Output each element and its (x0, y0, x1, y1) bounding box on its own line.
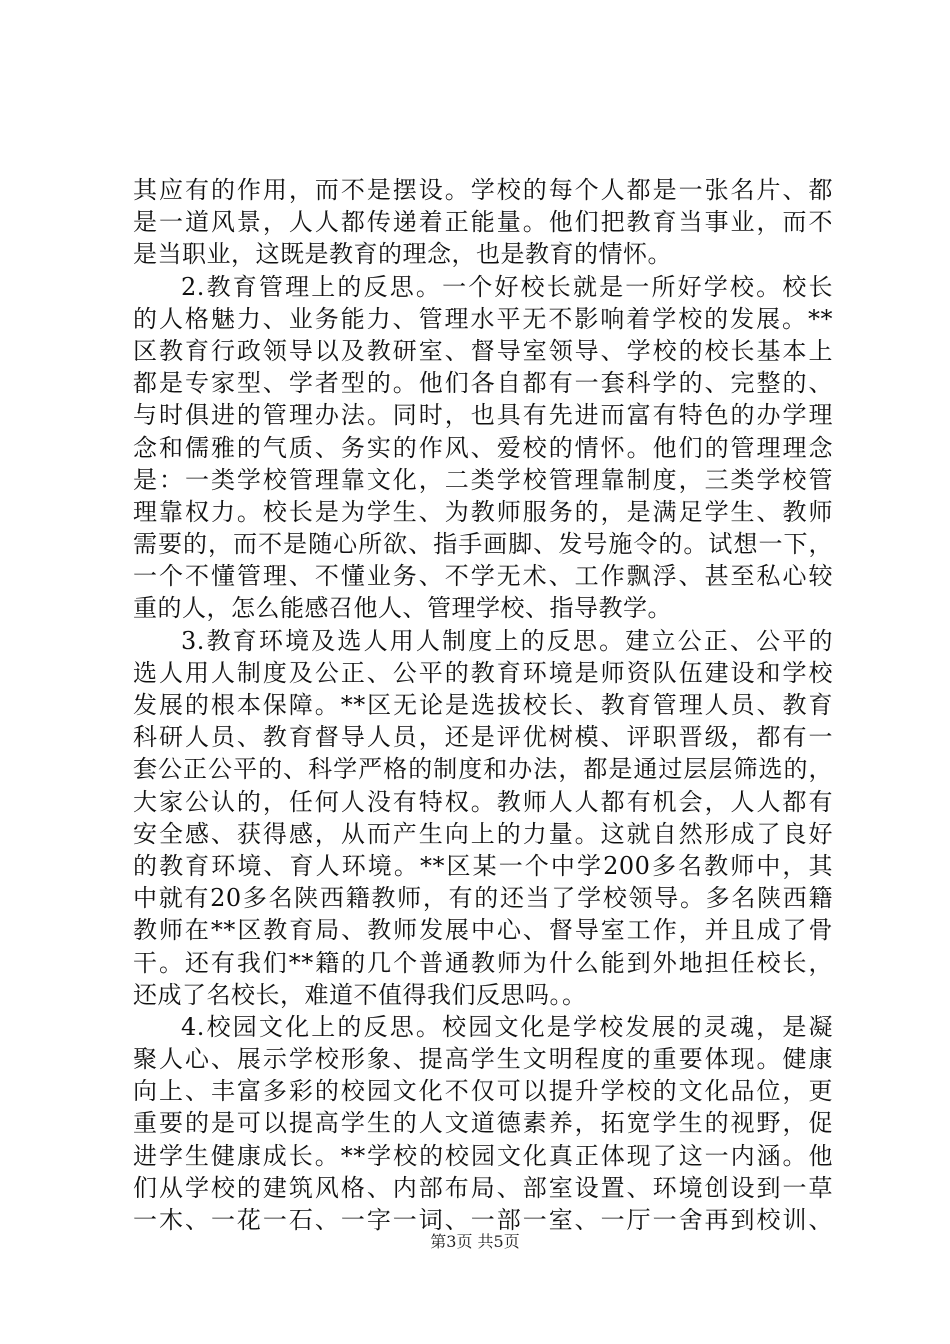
text-line: 科研人员、教育督导人员，还是评优树模、评职晋级，都有一 (133, 723, 833, 752)
text-line: 大家公认的，任何人没有特权。教师人人都有机会，人人都有 (133, 787, 833, 816)
text-line: 向上、丰富多彩的校园文化不仅可以提升学校的文化品位，更 (133, 1077, 833, 1106)
document-body (133, 174, 833, 1236)
text-line: 干。还有我们**籍的几个普通教师为什么能到外地担任校长， (133, 948, 833, 977)
text-line: 进学生健康成长。**学校的校园文化真正体现了这一内涵。他 (133, 1141, 833, 1170)
text-line: 聚人心、展示学校形象、提高学生文明程度的重要体现。健康 (133, 1045, 833, 1074)
text-line: 念和儒雅的气质、务实的作风、爱校的情怀。他们的管理理念 (133, 433, 833, 462)
paragraph-first-line: 3.教育环境及选人用人制度上的反思。建立公正、公平的 (181, 626, 833, 655)
text-line: 安全感、获得感，从而产生向上的力量。这就自然形成了良好 (133, 819, 833, 848)
text-line: 教师在**区教育局、教师发展中心、督导室工作，并且成了骨 (133, 916, 833, 945)
paragraph-first-line: 2.教育管理上的反思。一个好校长就是一所好学校。校长 (181, 272, 833, 301)
text-line: 的人格魅力、业务能力、管理水平无不影响着学校的发展。** (133, 304, 833, 333)
text-line: 选人用人制度及公正、公平的教育环境是师资队伍建设和学校 (133, 658, 833, 687)
text-line: 都是专家型、学者型的。他们各自都有一套科学的、完整的、 (133, 369, 833, 398)
text-line: 发展的根本保障。**区无论是选拔校长、教育管理人员、教育 (133, 691, 833, 719)
text-line: 是当职业，这既是教育的理念，也是教育的情怀。 (133, 240, 672, 269)
text-line: 一木、一花一石、一字一词、一部一室、一厅一舍再到校训、 (133, 1206, 833, 1234)
text-line: 是：一类学校管理靠文化，二类学校管理靠制度，三类学校管 (133, 465, 833, 494)
text-line: 套公正公平的、科学严格的制度和办法，都是通过层层筛选的， (133, 755, 833, 784)
text-line: 中就有20多名陕西籍教师，有的还当了学校领导。多名陕西籍 (133, 884, 833, 913)
text-line: 是一道风景，人人都传递着正能量。他们把教育当事业，而不 (133, 208, 833, 237)
text-line: 的教育环境、育人环境。**区某一个中学200多名教师中，其 (133, 851, 833, 880)
text-line: 需要的，而不是随心所欲、指手画脚、发号施令的。试想一下， (133, 530, 833, 559)
text-line: 理靠权力。校长是为学生、为教师服务的，是满足学生、教师 (133, 497, 833, 526)
text-line: 们从学校的建筑风格、内部布局、部室设置、环境创设到一草 (133, 1173, 833, 1202)
text-line: 区教育行政领导以及教研室、督导室领导、学校的校长基本上 (133, 336, 833, 365)
text-line: 重的人，怎么能感召他人、管理学校、指导教学。 (133, 594, 672, 623)
page-footer: 第3页 共5页 (430, 1232, 520, 1251)
text-line: 一个不懂管理、不懂业务、不学无术、工作飘浮、甚至私心较 (133, 562, 833, 591)
text-line: 重要的是可以提高学生的人文道德素养，拓宽学生的视野，促 (133, 1109, 833, 1138)
text-line: 与时俱进的管理办法。同时，也具有先进而富有特色的办学理 (133, 401, 833, 430)
text-line: 其应有的作用，而不是摆设。学校的每个人都是一张名片、都 (133, 176, 833, 204)
paragraph-first-line: 4.校园文化上的反思。校园文化是学校发展的灵魂，是凝 (181, 1012, 833, 1041)
text-line: 还成了名校长，难道不值得我们反思吗。。 (133, 980, 587, 1009)
